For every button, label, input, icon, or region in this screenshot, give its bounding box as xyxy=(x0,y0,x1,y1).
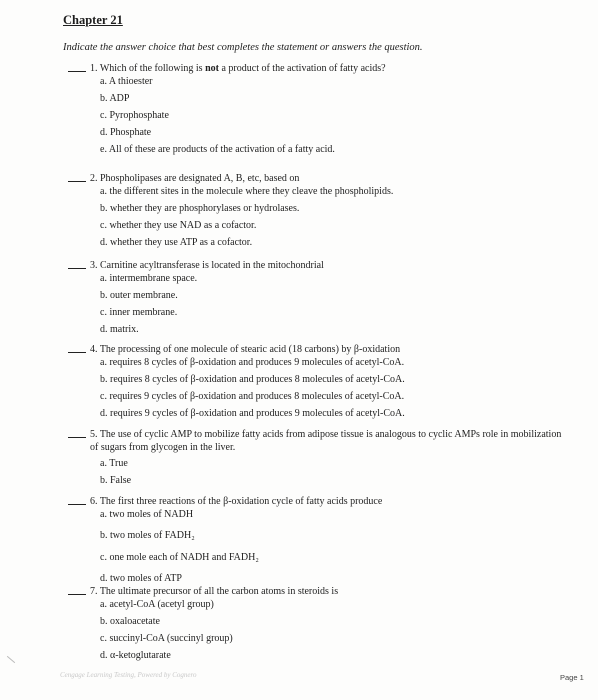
question-1 xyxy=(68,62,568,156)
chapter-title: Chapter 21 xyxy=(63,13,123,27)
option: d. Phosphate xyxy=(100,127,152,138)
option: c. inner membrane. xyxy=(100,307,178,318)
question-2 xyxy=(68,172,568,249)
option: a. A thioester xyxy=(100,76,153,87)
option: a. acetyl-CoA (acetyl group) xyxy=(100,599,214,610)
option: b. oxaloacetate xyxy=(100,616,160,627)
option: c. requires 9 cycles of β-oxidation and produces 8 molecules of acetyl-CoA. xyxy=(100,391,405,402)
option: b. ADP xyxy=(100,93,130,104)
question-stem: 3. Carnitine acyltransferase is located in the mitochondrial xyxy=(90,260,324,271)
question-4 xyxy=(68,343,568,420)
question-6 xyxy=(68,495,568,585)
question-stem: 2. Phospholipases are designated A, B, etc, based on xyxy=(90,173,300,184)
option: a. intermembrane space. xyxy=(100,273,198,284)
option: a. two moles of NADH xyxy=(100,509,194,520)
question-stem: 5. The use of cyclic AMP to mobilize fatty acids from adipose tissue is analogous to cyclic AMPs role in mobilization of sugars from glycogen in the liver. xyxy=(90,429,562,453)
option: a. the different sites in the molecule where they cleave the phospholipids. xyxy=(100,186,394,197)
footer-watermark: Cengage Learning Testing, Powered by Cognero xyxy=(60,671,197,679)
option: c. Pyrophosphate xyxy=(100,110,169,121)
option: c. whether they use NAD as a cofactor. xyxy=(100,220,257,231)
option: d. requires 9 cycles of β-oxidation and produces 9 molecules of acetyl-CoA. xyxy=(100,408,405,419)
answer-blank[interactable] xyxy=(68,352,86,353)
option: a. True xyxy=(100,458,128,469)
option: b. two moles of FADH₂ xyxy=(100,530,195,541)
answer-blank[interactable] xyxy=(68,181,86,182)
question-stem: 4. The processing of one molecule of stearic acid (18 carbons) by β-oxidation xyxy=(90,344,401,355)
question-stem: 7. The ultimate precursor of all the carbon atoms in steroids is xyxy=(90,586,339,597)
option: c. one mole each of NADH and FADH₂ xyxy=(100,552,259,563)
answer-blank[interactable] xyxy=(68,268,86,269)
answer-blank[interactable] xyxy=(68,437,86,438)
question-3 xyxy=(68,259,568,336)
option: d. two moles of ATP xyxy=(100,573,182,584)
scan-mark xyxy=(7,656,15,663)
option: b. requires 8 cycles of β-oxidation and produces 8 molecules of acetyl-CoA. xyxy=(100,374,405,385)
option: c. succinyl-CoA (succinyl group) xyxy=(100,633,233,644)
option: b. False xyxy=(100,475,132,486)
question-5 xyxy=(68,428,568,487)
question-7 xyxy=(68,585,568,662)
option: d. matrix. xyxy=(100,324,139,335)
answer-blank[interactable] xyxy=(68,71,86,72)
instructions: Indicate the answer choice that best completes the statement or answers the question. xyxy=(63,42,423,53)
answer-blank[interactable] xyxy=(68,594,86,595)
page-number: Page 1 xyxy=(560,673,584,682)
option: e. All of these are products of the activation of a fatty acid. xyxy=(100,144,335,155)
question-stem: 1. Which of the following is not a product of the activation of fatty acids? xyxy=(90,63,386,74)
option: b. whether they are phosphorylases or hydrolases. xyxy=(100,203,300,214)
option: d. whether they use ATP as a cofactor. xyxy=(100,237,253,248)
option: a. requires 8 cycles of β-oxidation and produces 9 molecules of acetyl-CoA. xyxy=(100,357,405,368)
option: d. α-ketoglutarate xyxy=(100,650,171,661)
question-stem: 6. The first three reactions of the β-oxidation cycle of fatty acids produce xyxy=(90,496,383,507)
answer-blank[interactable] xyxy=(68,504,86,505)
option: b. outer membrane. xyxy=(100,290,178,301)
